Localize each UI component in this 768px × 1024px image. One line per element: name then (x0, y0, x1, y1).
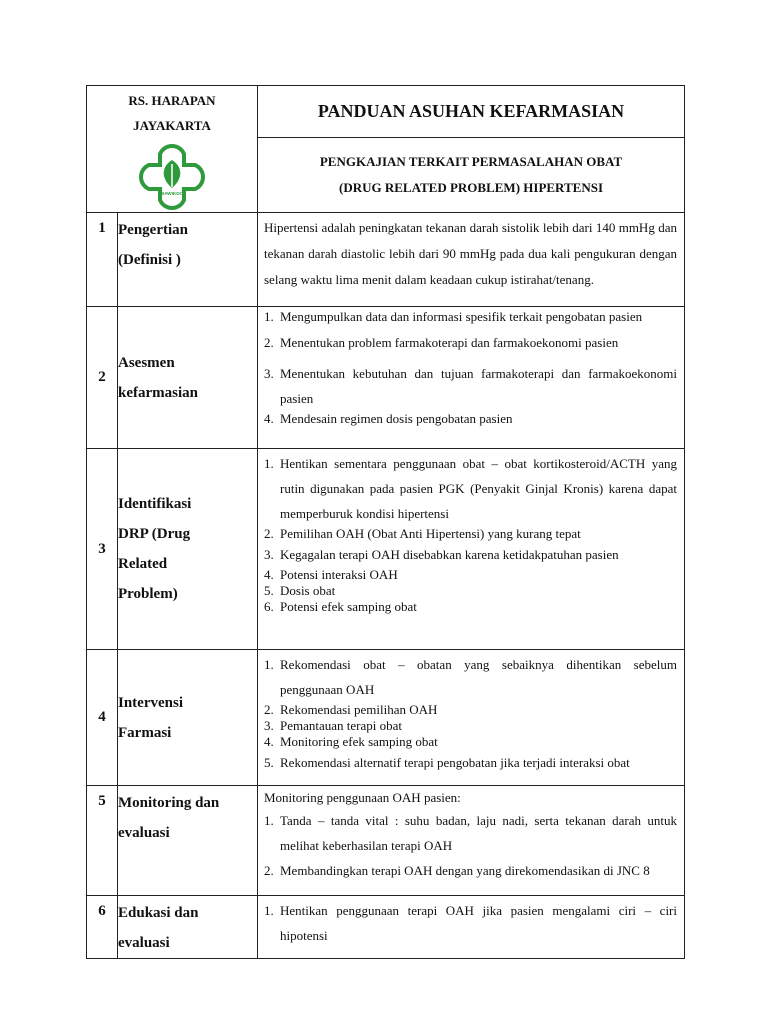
row-label: Intervensi Farmasi (118, 650, 258, 786)
list-item: 2. Membandingkan terapi OAH dengan yang direkomendasikan di JNC 8 (264, 863, 650, 878)
subtitle-line1: PENGKAJIAN TERKAIT PERMASALAHAN OBAT (319, 154, 623, 170)
list-item: 2. Rekomendasi pemilihan OAH (264, 702, 438, 717)
table-row (87, 786, 685, 896)
row-content (258, 449, 685, 650)
list-item: 5. Dosis obat (264, 583, 336, 598)
list-item: 1. Rekomendasi obat – obatan yang sebaiknya dihentikan sebelum penggunaan OAH (264, 657, 677, 697)
row-label: Pengertian (Definisi ) (118, 213, 258, 307)
table-row (87, 896, 685, 959)
row-content (258, 650, 685, 786)
hospital-cell (87, 86, 258, 213)
sop-table (86, 85, 685, 959)
list-item: 1. Tanda – tanda vital : suhu badan, laju nadi, serta tekanan darah untuk melihat keberhasilan terapi OAH (264, 813, 677, 853)
list-item: 3. Kegagalan terapi OAH disebabkan karena ketidakpatuhan pasien (264, 547, 619, 562)
definition-text: Hipertensi adalah peningkatan tekanan darah sistolik lebih dari 140 mmHg dan tekanan darah diastolic lebih dari 90 mmHg pada dua kali pengukuran dengan selang waktu lima menit dalam keadaan cukup istirahat/tenang. (264, 220, 677, 287)
row-label: Edukasi dan evaluasi (118, 896, 258, 959)
row-content (258, 213, 685, 307)
subtitle-cell (258, 138, 685, 213)
page-title: PANDUAN ASUHAN KEFARMASIAN (317, 101, 625, 122)
list-item: 1. Hentikan penggunaan terapi OAH jika pasien mengalami ciri – ciri hipotensi (264, 903, 677, 943)
row-number: 4 (87, 650, 118, 786)
monitoring-intro: Monitoring penggunaan OAH pasien: (264, 790, 461, 805)
list-item: 4. Potensi interaksi OAH (264, 567, 398, 582)
hospital-name-line2: JAYAKARTA (133, 118, 211, 133)
table-row (87, 307, 685, 449)
list-item: 3. Pemantauan terapi obat (264, 718, 403, 733)
row-content (258, 896, 685, 959)
subtitle-line2: (DRUG RELATED PROBLEM) HIPERTENSI (338, 180, 604, 196)
hospital-name (87, 86, 257, 138)
row-number: 1 (87, 213, 118, 307)
title-cell (258, 86, 685, 138)
table-row (87, 650, 685, 786)
row-number: 3 (87, 449, 118, 650)
hospital-logo (127, 142, 217, 212)
row-content (258, 307, 685, 449)
list-item: 1. Mengumpulkan data dan informasi spesifik terkait pengobatan pasien (264, 309, 643, 324)
row-label: Identifikasi DRP (Drug Related Problem) (118, 449, 258, 650)
list-item: 2. Menentukan problem farmakoterapi dan farmakoekonomi pasien (264, 335, 619, 350)
logo-text: BAWIKDO (160, 191, 184, 196)
list-item: 5. Rekomendasi alternatif terapi pengobatan jika terjadi interaksi obat (264, 755, 630, 770)
list-item: 3. Menentukan kebutuhan dan tujuan farmakoterapi dan farmakoekonomi pasien (264, 366, 677, 406)
table-row (87, 449, 685, 650)
row-label: Asesmen kefarmasian (118, 307, 258, 449)
row-content (258, 786, 685, 896)
row-number: 5 (87, 786, 118, 896)
row-label: Monitoring dan evaluasi (118, 786, 258, 896)
list-item: 4. Monitoring efek samping obat (264, 734, 438, 749)
list-item: 2. Pemilihan OAH (Obat Anti Hipertensi) yang kurang tepat (264, 526, 581, 541)
hospital-name-line1: RS. HARAPAN (128, 93, 216, 108)
header-row (87, 86, 685, 138)
row-number: 2 (87, 307, 118, 449)
list-item: 6. Potensi efek samping obat (264, 599, 417, 614)
list-item: 4. Mendesain regimen dosis pengobatan pasien (264, 411, 513, 426)
row-number: 6 (87, 896, 118, 959)
table-row (87, 213, 685, 307)
list-item: 1. Hentikan sementara penggunaan obat – obat kortikosteroid/ACTH yang rutin digunakan pada pasien PGK (Penyakit Ginjal Kronis) karena dapat memperburuk kondisi hipertensi (264, 456, 677, 521)
